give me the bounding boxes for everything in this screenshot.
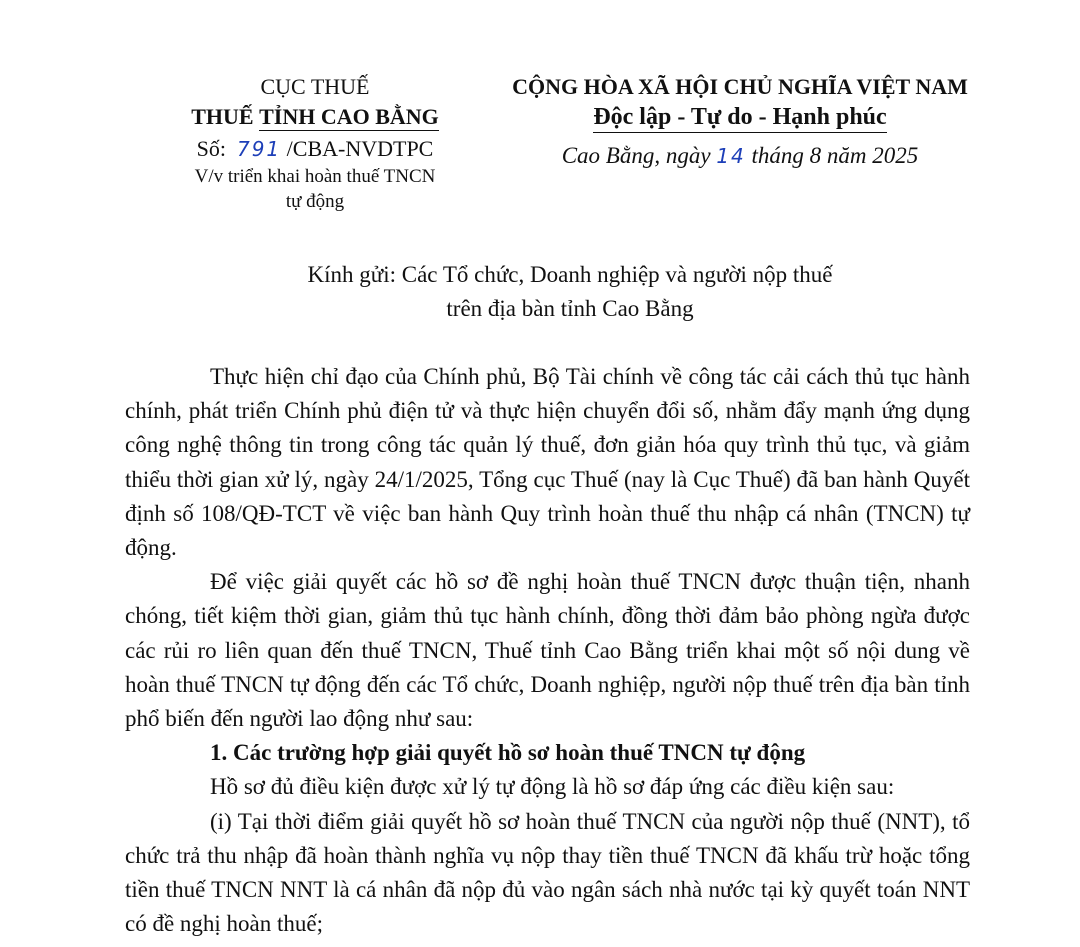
parent-agency: CỤC THUẾ — [260, 74, 370, 99]
place-date-suffix: tháng 8 năm 2025 — [751, 143, 919, 168]
place-date-prefix: Cao Bằng, ngày — [561, 143, 711, 168]
recipient-block — [250, 258, 890, 326]
section-intro: Hồ sơ đủ điều kiện được xử lý tự động là hồ sơ đáp ứng các điều kiện sau: — [210, 774, 895, 800]
doc-number-handwritten: 791 — [236, 137, 282, 161]
body-paragraph: Để việc giải quyết các hồ sơ đề nghị hoàn thuế TNCN được thuận tiện, nhanh chóng, tiết kiệm thời gian, giảm thủ tục hành chính, đồng thời đảm bảo phòng ngừa được các rủi ro liên quan đến thuế TNCN, Thuế tỉnh Cao Bằng triển khai một số nội dung về hoàn thuế TNCN tự động đến các Tổ chức, Doanh nghiệp, người nộp thuế trên địa bàn tỉnh phổ biến đến người lao động như sau: — [125, 569, 970, 732]
document-number — [150, 134, 480, 164]
agency-name-underlined: TỈNH CAO BẰNG — [259, 104, 439, 129]
agency-name — [150, 102, 480, 132]
national-motto: Độc lập - Tự do - Hạnh phúc — [593, 102, 886, 133]
recipient-line-1: Kính gửi: Các Tổ chức, Doanh nghiệp và người nộp thuế — [307, 262, 833, 287]
doc-number-suffix: /CBA-NVDTPC — [286, 136, 434, 161]
document-body — [125, 360, 970, 941]
condition-item: (i) Tại thời điểm giải quyết hồ sơ hoàn thuế TNCN của người nộp thuế (NNT), tổ chức trả thu nhập đã hoàn thành nghĩa vụ nộp thay tiền thuế TNCN đã khấu trừ hoặc tổng tiền thuế TNCN NNT là cá nhân đã nộp đủ vào ngân sách nhà nước tại kỳ quyết toán NNT có đề nghị hoàn thuế; — [125, 808, 970, 937]
subject-line-1: V/v triển khai hoàn thuế TNCN — [194, 166, 436, 187]
country-name: CỘNG HÒA XÃ HỘI CHỦ NGHĨA VIỆT NAM — [512, 74, 968, 99]
body-paragraph: Thực hiện chỉ đạo của Chính phủ, Bộ Tài chính về công tác cải cách thủ tục hành chính, phát triển Chính phủ điện tử và thực hiện chuyển đổi số, nhằm đẩy mạnh ứng dụng công nghệ thông tin trong công tác quản lý thuế, đơn giản hóa quy trình thủ tục, và giảm thiểu thời gian xử lý, ngày 24/1/2025, Tổng cục Thuế (nay là Cục Thuế) đã ban hành Quyết định số 108/QĐ-TCT về việc ban hành Quy trình hoàn thuế thu nhập cá nhân (TNCN) tự động. — [125, 364, 970, 561]
recipient-line-2: trên địa bàn tỉnh Cao Bằng — [446, 296, 694, 321]
subject-line-2: tự động — [285, 191, 345, 212]
section-heading: 1. Các trường hợp giải quyết hồ sơ hoàn thuế TNCN tự động — [210, 740, 806, 766]
national-header-block — [480, 72, 1000, 171]
agency-prefix: THUẾ — [191, 104, 260, 129]
place-date — [480, 141, 1000, 171]
day-handwritten: 14 — [716, 144, 746, 168]
doc-number-label: Số: — [196, 136, 226, 161]
issuing-agency-block — [150, 72, 480, 214]
